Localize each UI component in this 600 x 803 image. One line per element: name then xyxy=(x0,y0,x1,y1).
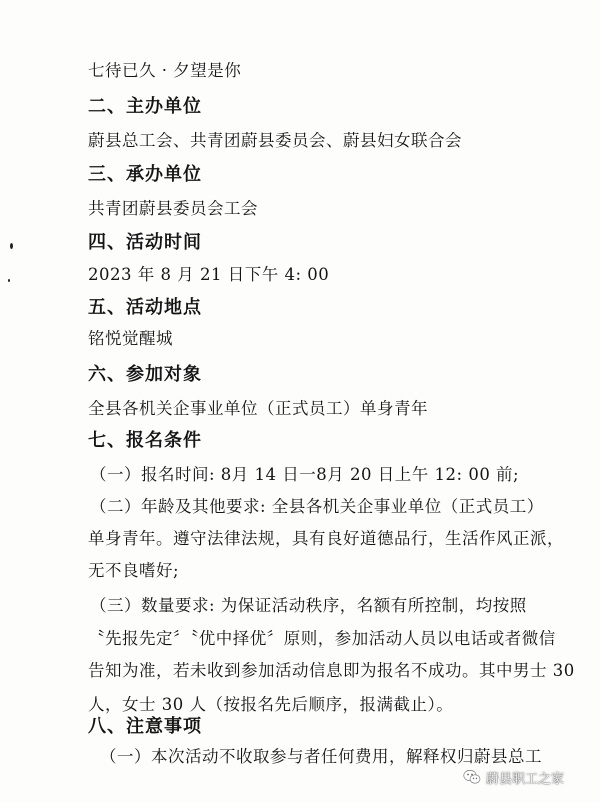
section-heading-time: 四、活动时间 xyxy=(88,232,202,253)
requirement-age-line: 单身青年。遵守法律法规，具有良好道德品行，生活作风正派， xyxy=(88,529,564,548)
note-line: （一）本次活动不收取参与者任何费用，解释权归蔚县总工 xyxy=(100,747,542,766)
source-watermark xyxy=(463,766,564,788)
scan-speck xyxy=(8,279,10,282)
section-heading-participants: 六、参加对象 xyxy=(88,364,202,385)
venue-text: 铭悦觉醒城 xyxy=(88,329,173,348)
section-heading-notes: 八、注意事项 xyxy=(88,716,202,737)
section-heading-host: 三、承办单位 xyxy=(88,164,202,185)
section-heading-venue: 五、活动地点 xyxy=(88,297,202,318)
host-text: 共青团蔚县委员会工会 xyxy=(88,199,258,218)
time-text: 2023 年 8 月 21 日下午 4: 00 xyxy=(88,265,330,284)
watermark-text: 蔚县职工之家 xyxy=(486,771,565,787)
scan-speck xyxy=(10,243,13,249)
requirement-quota-line: 人，女士 30 人（按报名先后顺序，报满截止）。 xyxy=(88,695,454,714)
wechat-icon xyxy=(463,769,481,785)
requirement-age-line: （二）年龄及其他要求: 全县各机关企事业单位（正式员工） xyxy=(90,497,544,516)
requirement-quota-line: 〝先报先定〞〝优中择优〞原则，参加活动人员以电话或者微信 xyxy=(88,629,556,648)
requirement-registration-time: （一）报名时间: 8月 14 日一8月 20 日上午 12: 00 前; xyxy=(90,465,520,484)
section-heading-requirements: 七、报名条件 xyxy=(88,430,202,451)
activity-slogan: 七待已久 · 夕望是你 xyxy=(88,61,242,80)
organizer-text: 蔚县总工会、共青团蔚县委员会、蔚县妇女联合会 xyxy=(88,131,462,150)
requirement-quota-line: （三）数量要求: 为保证活动秩序，名额有所控制，均按照 xyxy=(90,596,527,615)
participants-text: 全县各机关企事业单位（正式员工）单身青年 xyxy=(88,399,428,418)
requirement-age-line: 无不良嗜好; xyxy=(88,561,180,580)
requirement-quota-line: 告知为准，若未收到参加活动信息即为报名不成功。其中男士 30 xyxy=(88,661,575,680)
section-heading-organizer: 二、主办单位 xyxy=(88,96,202,117)
